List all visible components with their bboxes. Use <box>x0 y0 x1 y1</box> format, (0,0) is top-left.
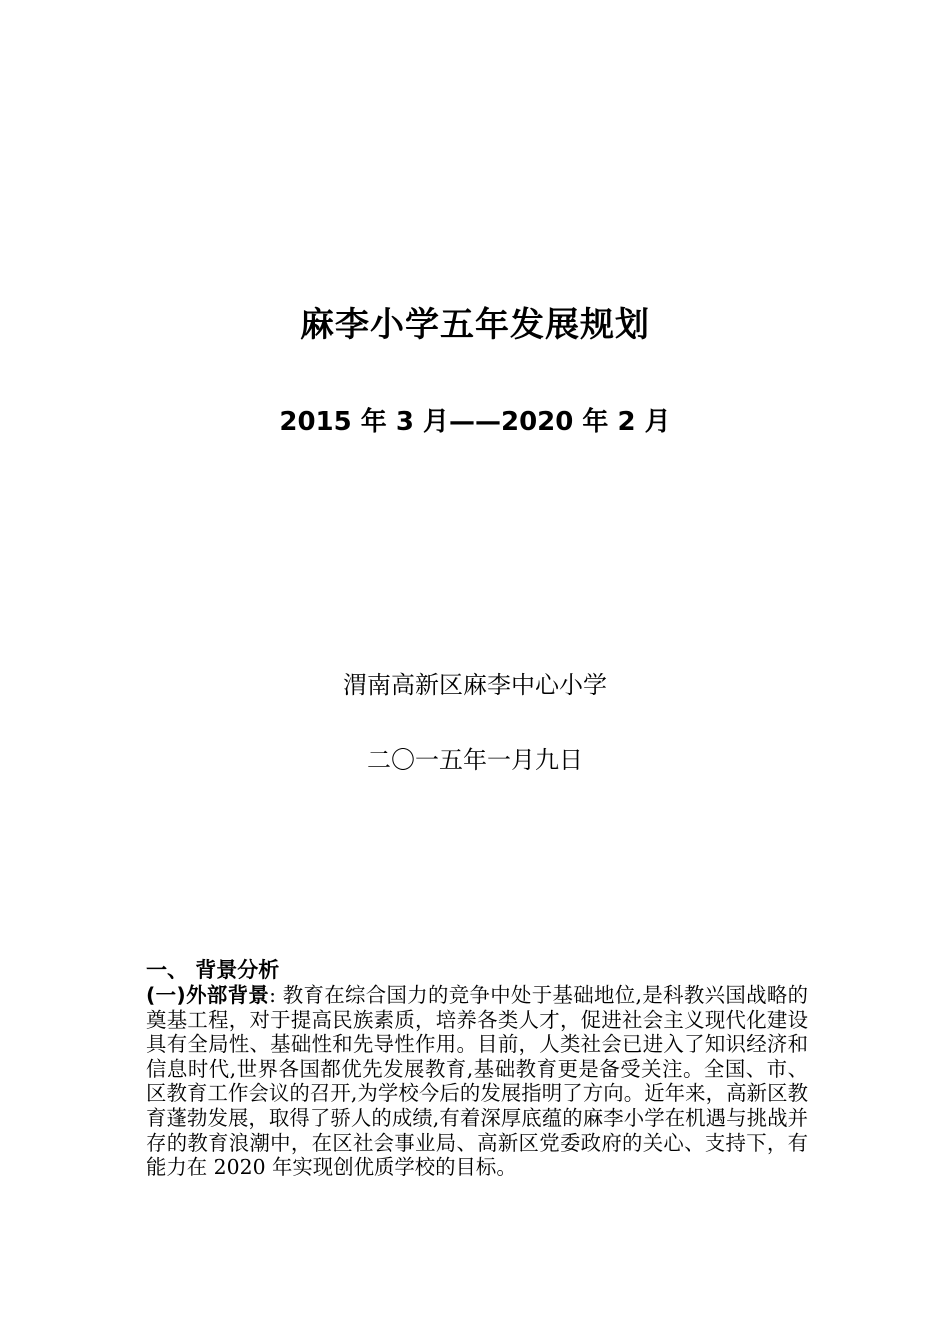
section-paragraph <box>146 983 808 1180</box>
subsection-label: (一)外部背景 <box>146 983 270 1007</box>
document-title: 麻李小学五年发展规划 <box>300 305 650 345</box>
document-date: 二〇一五年一月九日 <box>367 746 583 774</box>
background-analysis-section <box>146 957 808 1180</box>
organization-name: 渭南高新区麻李中心小学 <box>343 671 607 699</box>
section-heading: 一、 背景分析 <box>146 958 280 982</box>
paragraph-text: : 教育在综合国力的竞争中处于基础地位,是科教兴国战略的奠基工程，对于提高民族素质，培养各类人才，促进社会主义现代化建设具有全局性、基础性和先导性作用。目前，人类社会已进入了知识经济和信息时代,世界各国都优先发展教育,基础教育更是备受关注。全国、市、区教育工作会议的召开,为学校今后的发展指明了方向。近年来，高新区教育蓬勃发展，取得了骄人的成绩,有着深厚底蕴的麻李小学在机遇与挑战并存的教育浪潮中，在区社会事业局、高新区党委政府的关心、支持下，有能力在 2020 年实现创优质学校的目标。 <box>146 983 808 1180</box>
plan-period: 2015 年 3 月——2020 年 2 月 <box>279 407 671 437</box>
